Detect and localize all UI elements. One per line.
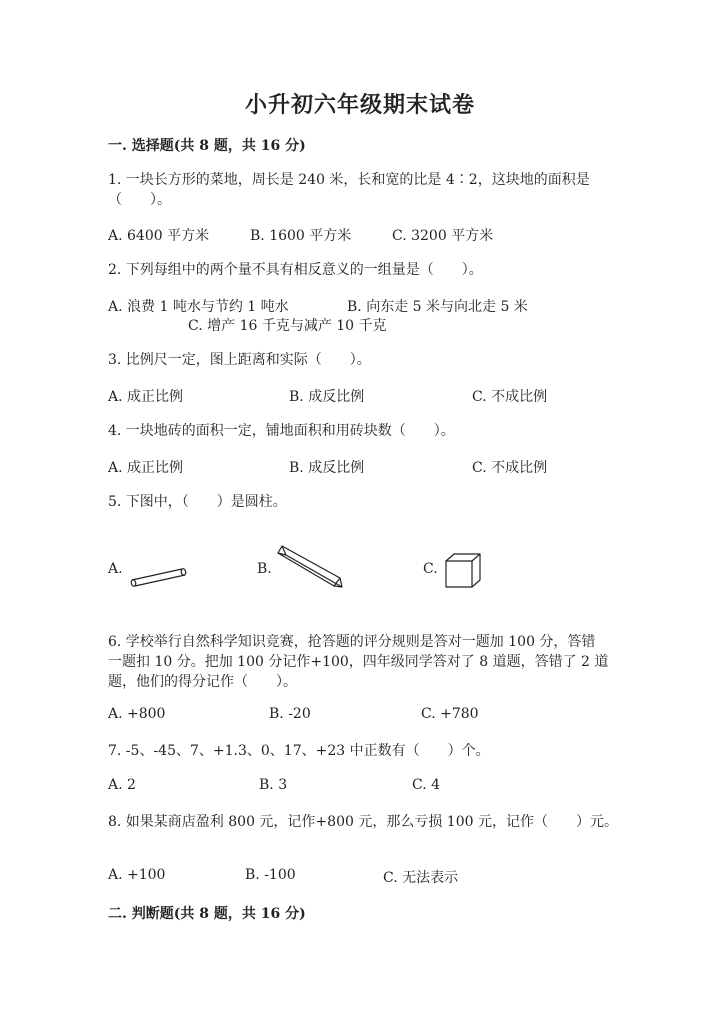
question-7-option-b: B. 3 [259, 777, 288, 793]
question-3-option-c: C. 不成比例 [472, 389, 548, 405]
question-3-text: 3. 比例尺一定，图上距离和实际（ ）。 [108, 352, 371, 368]
question-5-option-b: B. [257, 561, 272, 577]
question-8-text: 8. 如果某商店盈利 800 元，记作+800 元，那么亏损 100 元，记作（ ）元。 [108, 814, 618, 830]
question-4-text: 4. 一块地砖的面积一定，铺地面积和用砖块数（ ）。 [108, 423, 455, 439]
question-1-text-cont: （ ）。 [108, 192, 171, 208]
triangular-prism-figure [272, 543, 346, 593]
page-title: 小升初六年级期末试卷 [244, 92, 475, 118]
question-6-text-cont2: 题，他们的得分记作（ ）。 [108, 674, 297, 690]
question-5-option-a: A. [108, 561, 123, 577]
question-5-text: 5. 下图中，（ ）是圆柱。 [108, 494, 287, 510]
question-5-option-c: C. [423, 561, 438, 577]
question-1-option-b: B. 1600 平方米 [250, 228, 352, 244]
question-8-option-b: B. -100 [245, 867, 296, 883]
question-7-option-a: A. 2 [108, 777, 136, 793]
question-1-option-a: A. 6400 平方米 [108, 228, 210, 244]
cube-figure [443, 551, 483, 591]
question-3-option-a: A. 成正比例 [108, 389, 184, 405]
question-6-text: 6. 学校举行自然科学知识竞赛，抢答题的评分规则是答对一题加 100 分，答错 [108, 634, 596, 650]
question-2-text: 2. 下列每组中的两个量不具有相反意义的一组量是（ ）。 [108, 262, 483, 278]
section-heading-choice: 一. 选择题(共 8 题，共 16 分) [108, 138, 306, 154]
question-6-option-a: A. +800 [108, 706, 166, 722]
question-2-option-c: C. 增产 16 千克与减产 10 千克 [188, 318, 387, 334]
question-4-option-b: B. 成反比例 [289, 460, 365, 476]
question-6-option-c: C. +780 [421, 706, 479, 722]
rod-cylinder-figure [128, 564, 190, 588]
question-6-option-b: B. -20 [269, 706, 311, 722]
question-4-option-a: A. 成正比例 [108, 460, 184, 476]
question-3-option-b: B. 成反比例 [289, 389, 365, 405]
question-1-text: 1. 一块长方形的菜地，周长是 240 米，长和宽的比是 4∶2，这块地的面积是 [108, 172, 590, 188]
question-2-option-a: A. 浪费 1 吨水与节约 1 吨水 [108, 299, 289, 315]
section-heading-judgement: 二. 判断题(共 8 题，共 16 分) [108, 906, 306, 922]
question-8-option-c: C. 无法表示 [383, 870, 459, 886]
question-6-text-cont: 一题扣 10 分。把加 100 分记作+100，四年级同学答对了 8 道题，答错了 2 道 [108, 654, 609, 670]
question-1-option-c: C. 3200 平方米 [392, 228, 494, 244]
question-8-option-a: A. +100 [108, 867, 166, 883]
question-7-option-c: C. 4 [412, 777, 441, 793]
question-7-text: 7. -5、-45、7、+1.3、0、17、+23 中正数有（ ）个。 [108, 743, 490, 759]
question-4-option-c: C. 不成比例 [472, 460, 548, 476]
question-2-option-b: B. 向东走 5 米与向北走 5 米 [347, 299, 528, 315]
